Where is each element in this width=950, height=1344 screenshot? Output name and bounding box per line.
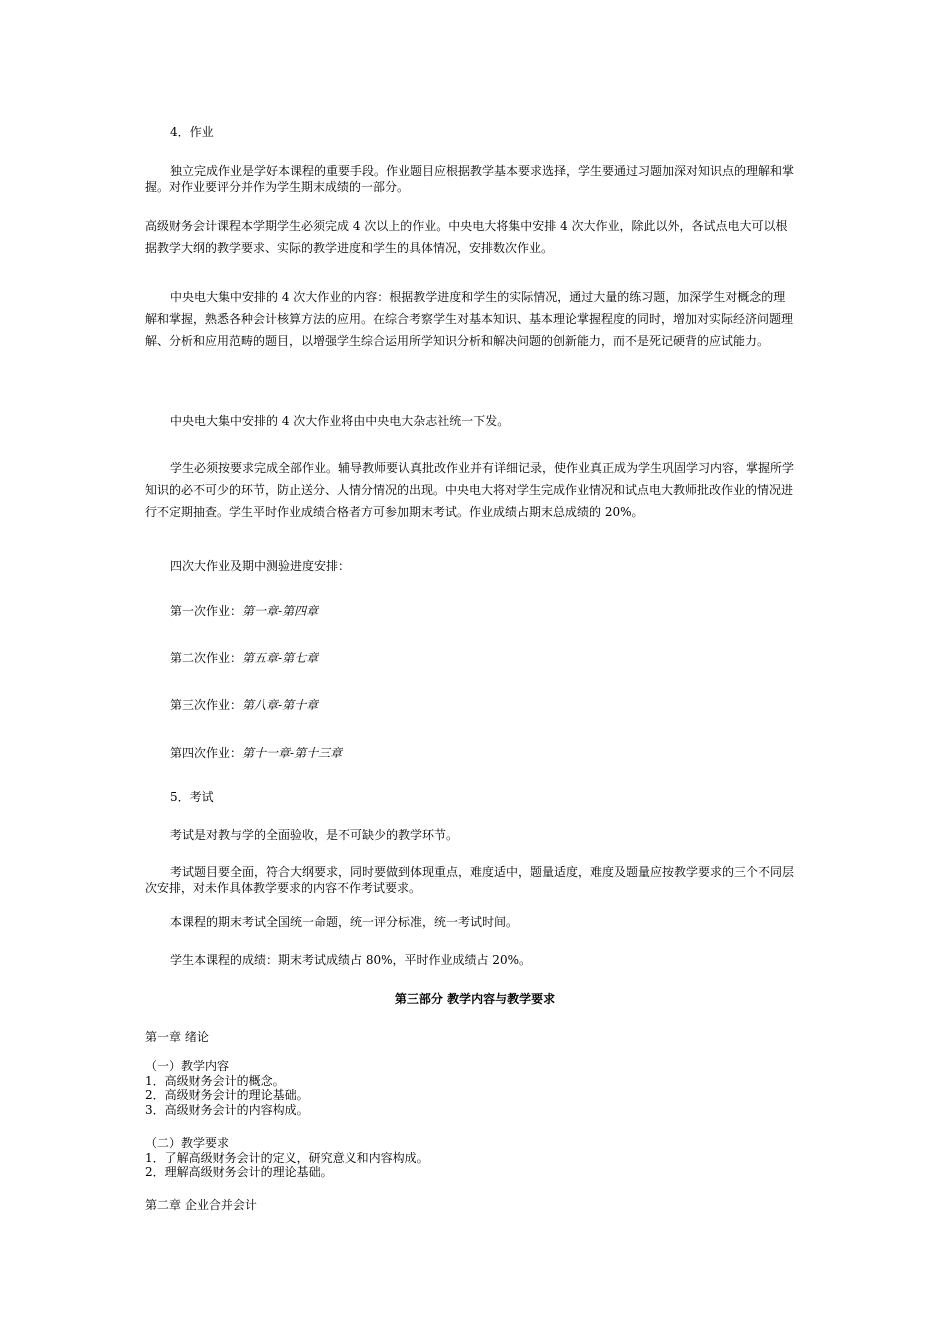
section-5-title: 5．考试: [170, 790, 214, 804]
list-item: 2．高级财务会计的理论基础。: [145, 1088, 309, 1102]
paragraph-homework-requirements: 学生必须按要求完成全部作业。辅导教师要认真批改作业并有详细记录，使作业真正成为学生巩固学习内容，掌握所学知识的必不可少的环节，防止送分、人情分情况的出现。中央电大将对学生完成作业情况和试点电大教师批改作业的情况进行不定期抽查。学生平时作业成绩合格者方可参加期末考试。作业成绩占期末总成绩的 20%。: [145, 461, 795, 519]
schedule-item: [170, 744, 342, 762]
chapter-2-title: 第二章 企业合并会计: [145, 1198, 257, 1212]
paragraph-homework-intro: 独立完成作业是学好本课程的重要手段。作业题目应根据教学基本要求选择，学生要通过习题加深对知识点的理解和掌握。对作业要评分并作为学生期末成绩的一部分。: [145, 164, 795, 194]
list-item: 2．理解高级财务会计的理论基础。: [145, 1165, 333, 1179]
paragraph-grade-weight: 学生本课程的成绩：期末考试成绩占 80%，平时作业成绩占 20%。: [170, 953, 531, 967]
schedule-range: 第一章-第四章: [242, 604, 319, 618]
chapter-1-requirements-list: [145, 1136, 429, 1180]
part-3-heading: 第三部分 教学内容与教学要求: [394, 992, 556, 1006]
schedule-item: [170, 602, 318, 620]
schedule-item: [170, 696, 318, 714]
paragraph-exam-content: 考试题目要全面，符合大纲要求，同时要做到体现重点，难度适中，题量适度，难度及题量应按教学要求的三个不同层次安排，对未作具体教学要求的内容不作考试要求。: [145, 865, 795, 895]
schedule-label: 第二次作业：: [170, 651, 243, 665]
list-heading: （一）教学内容: [145, 1059, 230, 1073]
list-heading: （二）教学要求: [145, 1136, 230, 1150]
list-item: 3．高级财务会计的内容构成。: [145, 1102, 309, 1117]
schedule-range: 第十一章-第十三章: [242, 746, 343, 760]
paragraph-exam-intro: 考试是对教与学的全面验收，是不可缺少的教学环节。: [170, 828, 459, 842]
paragraph-schedule-intro: 四次大作业及期中测验进度安排：: [170, 559, 351, 573]
chapter-1-title: 第一章 绪论: [145, 1030, 209, 1044]
paragraph-exam-unified: 本课程的期末考试全国统一命题，统一评分标准，统一考试时间。: [170, 915, 519, 929]
schedule-label: 第四次作业：: [170, 746, 243, 760]
schedule-label: 第一次作业：: [170, 604, 243, 618]
schedule-label: 第三次作业：: [170, 698, 243, 712]
list-item: 1．了解高级财务会计的定义，研究意义和内容构成。: [145, 1150, 429, 1165]
schedule-item: [170, 649, 318, 667]
schedule-range: 第五章-第七章: [242, 651, 319, 665]
paragraph-homework-count: 高级财务会计课程本学期学生必须完成 4 次以上的作业。中央电大将集中安排 4 次大作业，除此以外，各试点电大可以根据教学大纲的教学要求、实际的教学进度和学生的具体情况，安排数次作业。: [145, 219, 788, 255]
paragraph-homework-distribution: 中央电大集中安排的 4 次大作业将由中央电大杂志社统一下发。: [170, 414, 510, 428]
section-4-title: 4．作业: [170, 125, 214, 139]
paragraph-homework-content: 中央电大集中安排的 4 次大作业的内容：根据教学进度和学生的实际情况，通过大量的练习题，加深学生对概念的理解和掌握，熟悉各种会计核算方法的应用。在综合考察学生对基本知识、基本理论掌握程度的同时，增加对实际经济问题理解、分析和应用范畴的题目，以增强学生综合运用所学知识分析和解决问题的创新能力，而不是死记硬背的应试能力。: [145, 290, 794, 348]
chapter-1-content-list: [145, 1059, 309, 1117]
schedule-range: 第八章-第十章: [242, 698, 319, 712]
list-item: 1．高级财务会计的概念。: [145, 1073, 285, 1088]
